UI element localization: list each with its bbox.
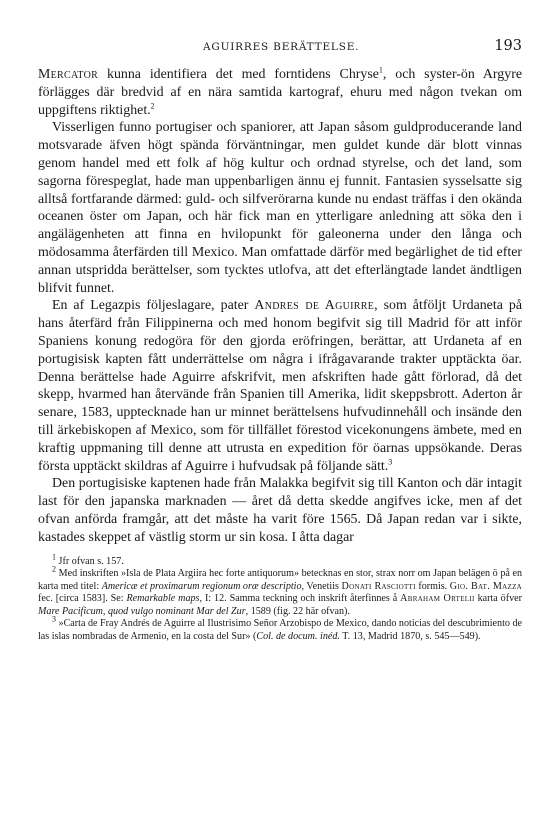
footnote-ref-3: 3 bbox=[388, 456, 393, 466]
footnote-mark-1: 1 bbox=[52, 552, 56, 562]
body-text bbox=[38, 66, 522, 547]
footnote-1 bbox=[38, 552, 522, 569]
footnote-2 bbox=[38, 564, 523, 618]
paragraph-4: Den portugisiske kaptenen hade från Malakka begifvit sig till Kanton och där intagit last för den japanska marknaden — året då detta skedde angifves icke, men af det ofvan anförda framgår, att det måste ha varit före 1565. Då Japan redan var i sikte, kastades skeppet af västlig storm ur sin kosa. I åtta dagar bbox=[38, 476, 522, 545]
collection-title: Col. de docum. inéd. bbox=[256, 631, 340, 643]
paragraph-2: Visserligen funno portugiser och spaniorer, att Japan såsom guldproducerande land motsvarade äfven högt spända förväntningar, men guldet kunde där blott vinnas genom handel med ett folk af hög kultur och ordnad styrelse, och det land, som sagorna förespeglat, hade man uppenbarligen ännu ej funnit. Fantasien sysselsatte sig alltså fortfarande därmed: guld- och silfverörarna kunde nu endast träffas i den okända oceanen öster om Japan, och här fick man en ytterligare anledning att söka den i angälägenheten att finna en hvilopunkt för galeonerna under den långa och mödosamma återfärden till Mexico. Man omfattade därför med begärlighet de tid efter annan utspridda berättelser, som tycktes utlofva, att det efterlängtade landet ändtligen blifvit funnet. bbox=[38, 120, 522, 296]
map-title-mare-pacificum: Mare Pacificum, quod vulgo nominant Mar del Zur bbox=[38, 605, 246, 617]
footnote-3-text-a: »Carta de Fray Andrés de Aguirre al Ilustrisimo Señor Arzobispo de Mexico, dando noticias del descubrimiento de las islas nombradas de Armenio, en la costa del Sur» ( bbox=[38, 618, 522, 643]
footnote-ref-2: 2 bbox=[150, 100, 155, 110]
footnote-2-text-e: , I: 12. Samma teckning och inskrift återfinnes å bbox=[199, 593, 401, 605]
running-title: AGUIRRES BERÄTTELSE. bbox=[203, 41, 360, 53]
author-ortelius: Abraham Ortelii bbox=[400, 593, 475, 605]
footnote-2-text-c: formis. bbox=[415, 580, 450, 592]
footnote-1-text: Jfr ofvan s. 157. bbox=[58, 555, 124, 567]
author-name-aguirre: Andres de Aguirre bbox=[254, 298, 375, 314]
work-title-remarkable-maps: Remarkable maps bbox=[126, 593, 200, 605]
footnote-3 bbox=[38, 615, 522, 643]
paragraph-1 bbox=[38, 66, 522, 119]
footnote-2-text-b: , Venetiis bbox=[301, 580, 342, 592]
running-head bbox=[38, 38, 522, 66]
paragraph-1-text-b: , och syster-ön Argyre förlägges där bredvid af en nära samtida kartograf, ehuru med någon tvekan om uppgiftens riktighet. bbox=[38, 67, 522, 118]
footnote-2-text-f: karta öfver bbox=[474, 593, 522, 605]
paragraph-1-text-a: kunna identifiera det med forntidens Chryse bbox=[98, 67, 379, 82]
footnotes bbox=[38, 552, 523, 644]
footnote-2-text-d: fec. [circa 1583]. Se: bbox=[38, 593, 127, 605]
footnote-2-text-a: Med inskriften »Isla de Plata Argiira hec forte antiquorum» betecknas en stor, strax norr om Japan belägen ö på en karta med titel: bbox=[38, 568, 522, 592]
footnote-mark-2: 2 bbox=[52, 564, 56, 574]
map-title-americae: Americæ et proximarum regionum oræ descriptio bbox=[101, 580, 302, 592]
paragraph-3 bbox=[38, 297, 522, 475]
footnote-3-text-b: T. 13, Madrid 1870, s. 545—549). bbox=[339, 631, 481, 643]
footnote-mark-3: 3 bbox=[52, 615, 56, 625]
engraver-mazza: Gio. Bat. Mazza bbox=[449, 580, 523, 592]
footnote-ref-1: 1 bbox=[378, 65, 383, 75]
paragraph-3-text-a: En af Legazpis följeslagare, pater bbox=[52, 298, 255, 314]
publisher-donati: Donati Rasciotti bbox=[341, 580, 416, 592]
author-name-mercator: Mercator bbox=[38, 67, 99, 82]
page-number: 193 bbox=[494, 38, 522, 54]
footnote-2-text-g: , 1589 (fig. 22 här ofvan). bbox=[245, 605, 350, 617]
paragraph-3-text-b: , som åtföljt Urdaneta på hans återfärd från Filippinerna och med honom begifvit sig till Madrid för att inför Spaniens konung redogöra för den gjorda eröfringen, berättar, att Urdaneta af en portugisisk kapten fått underrättelse om några i ifrågavarande trakter upptäckta öar. Denna berättelse hade Aguirre afskrifvit, men afskriften hade gått förlorad, då det skepp, hvarmed han återvände från Spanien till Amerika, lidit skeppsbrott. Aderton år senare, 1583, upptecknade han ur minnet berättelsens hufvudinnehåll och insände den till ärkebiskopen af Mexico, som för tillfället förestod vicekonungens ämbete, med en kraftig uppmaning till denne att utrusta en expedition för öarnas uppsökande. Deras första upptäckt skildras af Aguirre i hufvudsak på följande sätt. bbox=[38, 298, 522, 474]
